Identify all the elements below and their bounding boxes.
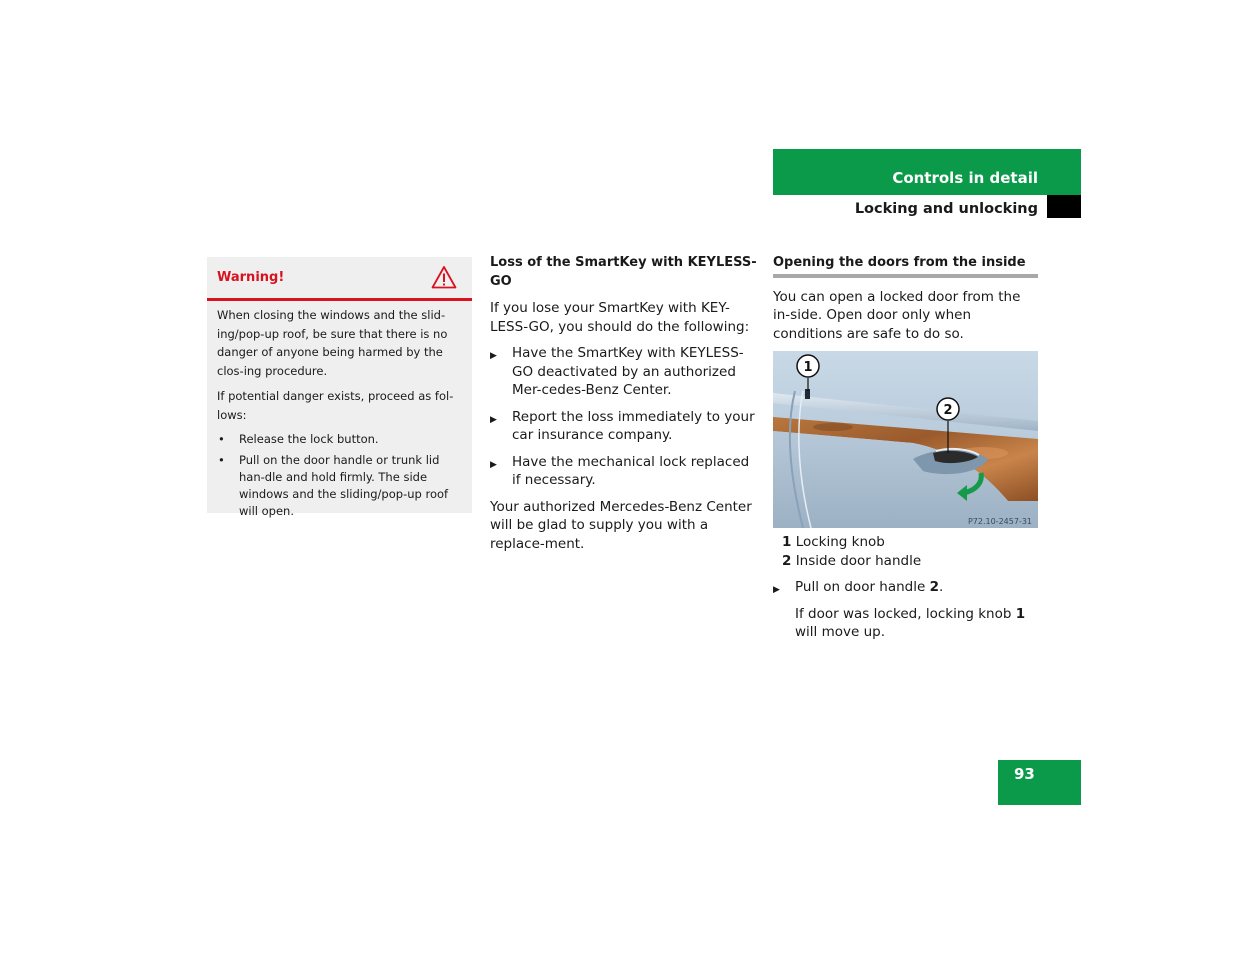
intro-text: If you lose your SmartKey with KEY-LESS-GO, you should do the following: <box>490 300 750 335</box>
legend-number: 2 <box>782 552 792 569</box>
legend-number: 1 <box>782 534 792 550</box>
section-heading: Opening the doors from the inside <box>773 255 1026 270</box>
legend-text: Locking knob <box>795 534 885 550</box>
outro-text: Your authorized Mercedes-Benz Center will be glad to supply you with a replace-ment. <box>490 498 752 552</box>
legend-text: Inside door handle <box>795 552 922 569</box>
section-header-band <box>773 149 1081 195</box>
warning-bullet: • Release the lock button. <box>217 431 465 448</box>
result-ref: 1 <box>1015 605 1026 622</box>
step-item: ▶ Have the SmartKey with KEYLESS-GO deactivated by an authorized Mer-cedes-Benz Center. <box>490 344 758 400</box>
warning-bullet: • Pull on the door handle or trunk lid han-dle and hold firmly. The side windows and the sliding/pop-up roof will open. <box>217 452 465 520</box>
warning-paragraph: If potential danger exists, proceed as fol-lows: <box>217 389 454 422</box>
section-heading: Loss of the SmartKey with KEYLESS-GO <box>490 255 757 289</box>
figure-code: P72.10-2457-31 <box>967 517 1032 526</box>
warning-title: Warning! <box>217 270 285 285</box>
warning-body <box>217 306 465 524</box>
warning-rule <box>207 298 472 301</box>
figure-legend-and-steps <box>773 533 1038 642</box>
result-text: If door was locked, locking knob <box>795 605 1016 622</box>
step-ref: 2 <box>929 579 939 595</box>
section-title: Controls in detail <box>892 169 1038 187</box>
warning-box <box>207 257 472 518</box>
step-item: ▶ Report the loss immediately to your car insurance company. <box>490 408 758 445</box>
legend-item <box>773 552 1038 571</box>
door-illustration <box>773 351 1038 528</box>
page-number: 93 <box>1014 765 1035 783</box>
step-item: ▶ Have the mechanical lock replaced if necessary. <box>490 453 758 490</box>
door-interior-figure <box>773 351 1038 528</box>
warning-paragraph: When closing the windows and the slid-ing/pop-up roof, be sure that there is no danger of anyone being harmed by the clos-ing procedure. <box>217 308 448 378</box>
legend-item <box>773 533 1038 552</box>
doors-inside-section <box>773 254 1038 343</box>
step-suffix: . <box>939 579 944 595</box>
step-item <box>773 578 1038 597</box>
heading-rule <box>773 274 1038 278</box>
callout-2: 2 <box>943 403 953 418</box>
page-number-tab <box>998 760 1081 805</box>
step-text: Pull on door handle <box>795 579 930 595</box>
result-suffix: will move up. <box>795 624 885 640</box>
subsection-marker <box>1047 195 1081 218</box>
subsection-title: Locking and unlocking <box>854 201 1038 217</box>
smartkey-loss-section <box>490 254 758 553</box>
warning-triangle-icon <box>431 265 457 289</box>
callout-1: 1 <box>803 360 813 375</box>
step-result <box>773 605 1038 642</box>
intro-text: You can open a locked door from the in-side. Open door only when conditions are safe to do so. <box>773 288 1021 342</box>
